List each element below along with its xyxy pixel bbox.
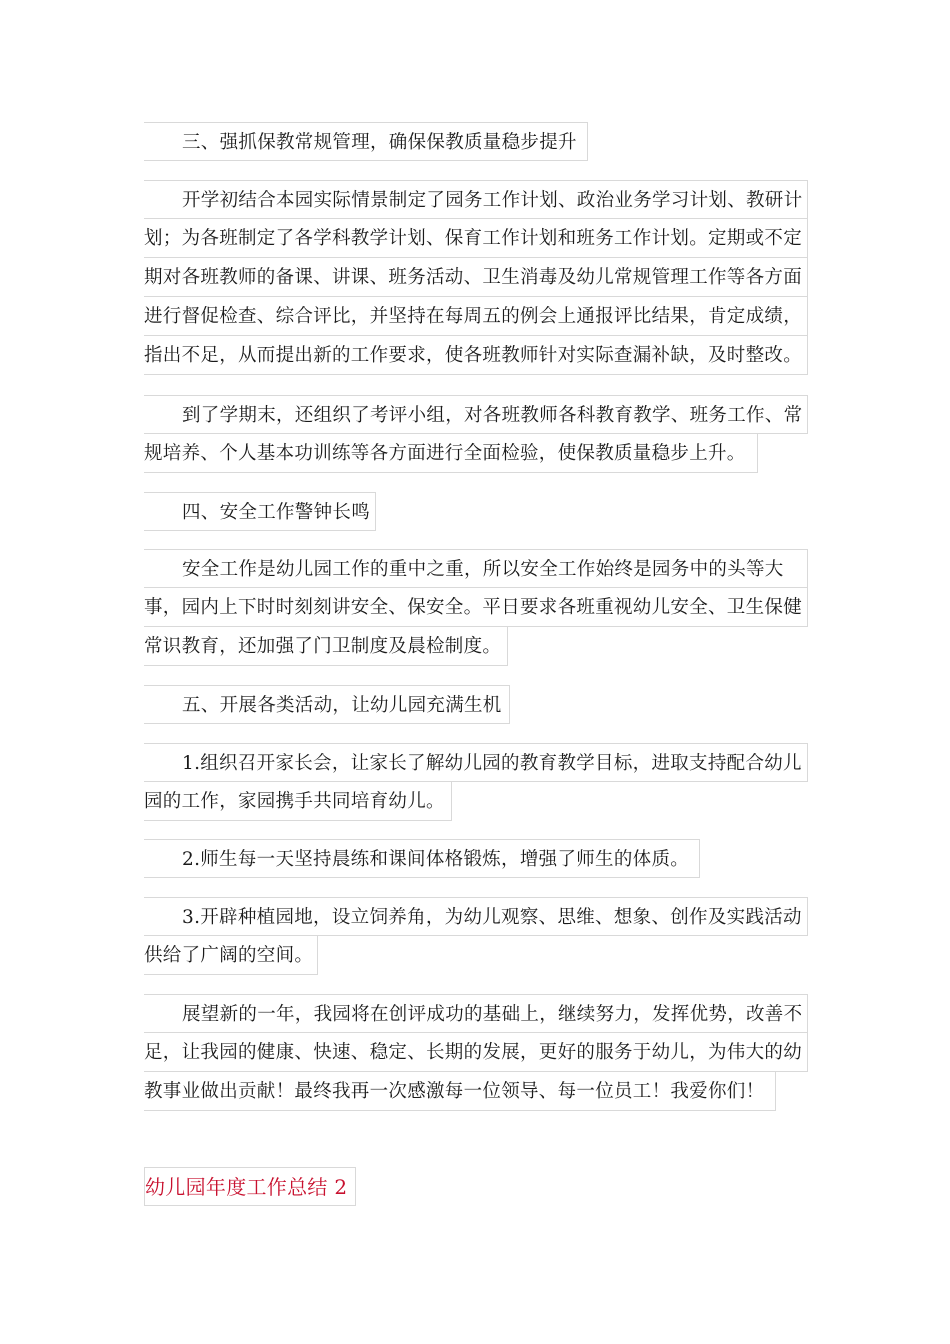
paragraph-safety <box>144 549 808 666</box>
paragraph-outlook <box>144 994 808 1111</box>
paragraph-term-end <box>144 395 808 473</box>
document-title-2-text: 幼儿园年度工作总结 2 <box>144 1167 356 1206</box>
paragraph-line: 教事业做出贡献！最终我再一次感激每一位领导、每一位员工！我爱你们！ <box>144 1072 776 1111</box>
section-4-heading <box>144 492 808 532</box>
paragraph-line: 事，园内上下时时刻刻讲安全、保安全。平日要求各班重视幼儿安全、卫生保健 <box>144 588 808 627</box>
section-5-heading <box>144 685 808 725</box>
paragraph-line: 安全工作是幼儿园工作的重中之重，所以安全工作始终是园务中的头等大 <box>144 549 808 588</box>
paragraph-line: 到了学期末，还组织了考评小组，对各班教师各科教育教学、班务工作、常 <box>144 395 808 434</box>
list-item-2 <box>144 839 808 879</box>
paragraph-line: 常识教育，还加强了门卫制度及晨检制度。 <box>144 627 508 666</box>
section-5-heading-text: 五、开展各类活动，让幼儿园充满生机 <box>144 685 510 724</box>
paragraph-line: 展望新的一年，我园将在创评成功的基础上，继续努力，发挥优势，改善不 <box>144 994 808 1033</box>
list-item-3 <box>144 897 808 975</box>
paragraph-line: 供给了广阔的空间。 <box>144 936 318 975</box>
paragraph-line: 规培养、个人基本功训练等各方面进行全面检验，使保教质量稳步上升。 <box>144 434 758 473</box>
section-3-heading <box>144 122 808 162</box>
paragraph-line: 1.组织召开家长会，让家长了解幼儿园的教育教学目标，进取支持配合幼儿 <box>144 743 808 782</box>
paragraph-plan <box>144 180 808 375</box>
section-3-heading-text: 三、强抓保教常规管理，确保保教质量稳步提升 <box>144 122 588 161</box>
document-title-2 <box>144 1167 808 1208</box>
paragraph-line: 划；为各班制定了各学科教学计划、保育工作计划和班务工作计划。定期或不定 <box>144 219 808 258</box>
paragraph-line: 进行督促检查、综合评比，并坚持在每周五的例会上通报评比结果，肯定成绩， <box>144 297 808 336</box>
list-item-1 <box>144 743 808 821</box>
paragraph-line: 指出不足，从而提出新的工作要求，使各班教师针对实际查漏补缺，及时整改。 <box>144 336 808 375</box>
paragraph-line: 园的工作，家园携手共同培育幼儿。 <box>144 782 452 821</box>
section-4-heading-text: 四、安全工作警钟长鸣 <box>144 492 376 531</box>
paragraph-line: 足，让我园的健康、快速、稳定、长期的发展，更好的服务于幼儿，为伟大的幼 <box>144 1033 808 1072</box>
paragraph-line: 期对各班教师的备课、讲课、班务活动、卫生消毒及幼儿常规管理工作等各方面 <box>144 258 808 297</box>
paragraph-line: 3.开辟种植园地，设立饲养角，为幼儿观察、思维、想象、创作及实践活动 <box>144 897 808 936</box>
list-item-2-text: 2.师生每一天坚持晨练和课间体格锻炼，增强了师生的体质。 <box>144 839 700 878</box>
paragraph-line: 开学初结合本园实际情景制定了园务工作计划、政治业务学习计划、教研计 <box>144 180 808 219</box>
